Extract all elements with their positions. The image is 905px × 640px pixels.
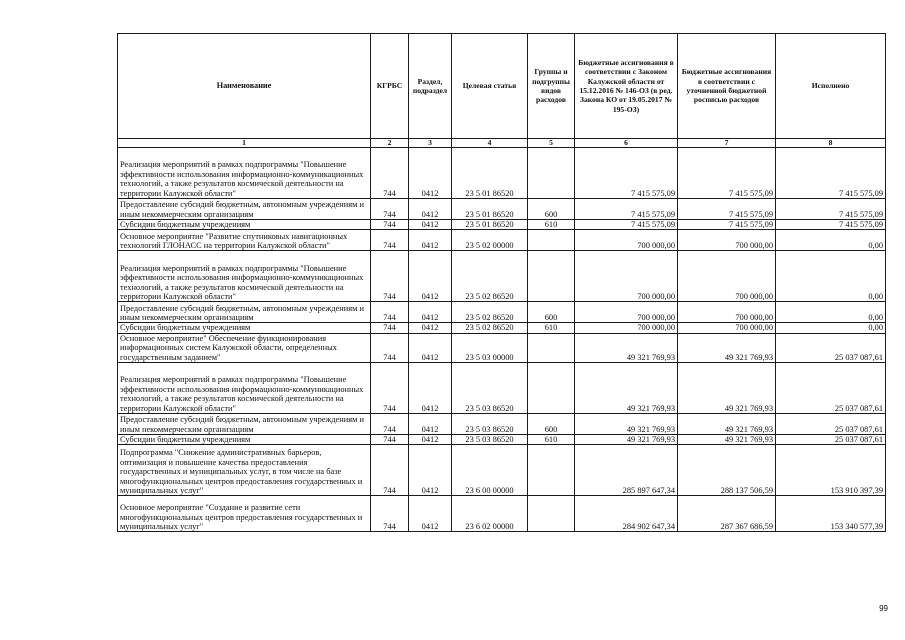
cell-executed: 0,00	[776, 323, 886, 333]
cell-name: Реализация мероприятий в рамках подпрограммы "Повышение эффективности использования информационно-коммуникационных технологий, а также результатов космической деятельности на территории Калужской области"	[118, 363, 371, 414]
table-row	[118, 435, 886, 445]
table-row	[118, 363, 886, 414]
cell-executed: 25 037 087,61	[776, 333, 886, 362]
cell-refined: 288 137 506,59	[678, 445, 776, 496]
column-number: 3	[409, 139, 452, 148]
cell-group	[528, 363, 575, 414]
column-number: 6	[575, 139, 678, 148]
cell-name: Предоставление субсидий бюджетным, автономным учреждениям и иным некоммерческим организациям	[118, 414, 371, 435]
cell-section: 0412	[409, 220, 452, 230]
cell-refined: 700 000,00	[678, 251, 776, 302]
cell-section: 0412	[409, 414, 452, 435]
cell-target: 23 5 01 86520	[452, 148, 528, 199]
cell-executed: 0,00	[776, 302, 886, 323]
cell-kgrbs: 744	[371, 302, 409, 323]
cell-name: Реализация мероприятий в рамках подпрограммы "Повышение эффективности использования информационно-коммуникационных технологий, а также результатов космической деятельности на территории Калужской области"	[118, 251, 371, 302]
cell-executed: 7 415 575,09	[776, 148, 886, 199]
header-group: Группы и подгруппы видов расходов	[528, 34, 575, 139]
header-section: Раздел, подраздел	[409, 34, 452, 139]
table-row	[118, 414, 886, 435]
cell-kgrbs: 744	[371, 414, 409, 435]
cell-law: 49 321 769,93	[575, 435, 678, 445]
table-row	[118, 445, 886, 496]
cell-section: 0412	[409, 496, 452, 532]
cell-refined: 7 415 575,09	[678, 199, 776, 220]
cell-section: 0412	[409, 199, 452, 220]
cell-law: 7 415 575,09	[575, 148, 678, 199]
cell-refined: 700 000,00	[678, 323, 776, 333]
header-row	[118, 34, 886, 139]
cell-group	[528, 251, 575, 302]
cell-kgrbs: 744	[371, 148, 409, 199]
cell-law: 49 321 769,93	[575, 333, 678, 362]
cell-group: 600	[528, 414, 575, 435]
cell-executed: 25 037 087,61	[776, 435, 886, 445]
table-body	[118, 148, 886, 532]
table-row	[118, 251, 886, 302]
header-target: Целевая статья	[452, 34, 528, 139]
cell-target: 23 5 02 86520	[452, 323, 528, 333]
cell-law: 700 000,00	[575, 302, 678, 323]
cell-section: 0412	[409, 445, 452, 496]
table-row	[118, 496, 886, 532]
page-number: 99	[879, 604, 888, 613]
column-number: 1	[118, 139, 371, 148]
cell-group: 600	[528, 302, 575, 323]
column-number: 4	[452, 139, 528, 148]
cell-group: 610	[528, 220, 575, 230]
cell-target: 23 5 03 86520	[452, 435, 528, 445]
table-row	[118, 333, 886, 362]
table-row	[118, 148, 886, 199]
cell-name: Предоставление субсидий бюджетным, автономным учреждениям и иным некоммерческим организациям	[118, 302, 371, 323]
cell-law: 284 902 647,34	[575, 496, 678, 532]
cell-group: 610	[528, 435, 575, 445]
cell-target: 23 6 02 00000	[452, 496, 528, 532]
cell-target: 23 5 02 86520	[452, 251, 528, 302]
cell-group: 600	[528, 199, 575, 220]
cell-law: 285 897 647,34	[575, 445, 678, 496]
cell-executed: 7 415 575,09	[776, 199, 886, 220]
column-number-row	[118, 139, 886, 148]
cell-name: Основное мероприятие "Развитие спутниковых навигационных технологий ГЛОНАСС на территории Калужской области"	[118, 230, 371, 251]
cell-target: 23 5 03 00000	[452, 333, 528, 362]
table-row	[118, 230, 886, 251]
cell-section: 0412	[409, 323, 452, 333]
cell-name: Субсидии бюджетным учреждениям	[118, 435, 371, 445]
cell-group	[528, 148, 575, 199]
cell-executed: 25 037 087,61	[776, 363, 886, 414]
cell-target: 23 5 01 86520	[452, 220, 528, 230]
cell-name: Подпрограмма "Снижение административных барьеров, оптимизация и повышение качества предоставления государственных и муниципальных услуг, в том числе на базе многофункциональных центров предоставления государственных и муниципальных услуг"	[118, 445, 371, 496]
cell-refined: 49 321 769,93	[678, 333, 776, 362]
cell-law: 7 415 575,09	[575, 220, 678, 230]
header-law: Бюджетные ассигнования в соответствии с Законом Калужской области от 15.12.2016 № 146-ОЗ (в ред. Закона КО от 19.05.2017 № 195-ОЗ)	[575, 34, 678, 139]
table-row	[118, 220, 886, 230]
cell-target: 23 5 01 86520	[452, 199, 528, 220]
cell-group	[528, 230, 575, 251]
cell-target: 23 5 02 86520	[452, 302, 528, 323]
column-number: 7	[678, 139, 776, 148]
cell-name: Основное мероприятие" Обеспечение функционирования информационных систем Калужской области, определенных государственным заданием"	[118, 333, 371, 362]
header-kgrbs: КГРБС	[371, 34, 409, 139]
cell-section: 0412	[409, 251, 452, 302]
cell-group: 610	[528, 323, 575, 333]
cell-section: 0412	[409, 230, 452, 251]
cell-kgrbs: 744	[371, 363, 409, 414]
cell-target: 23 5 02 00000	[452, 230, 528, 251]
cell-executed: 153 340 577,39	[776, 496, 886, 532]
cell-name: Основное мероприятие "Создание и развитие сети многофункциональных центров предоставления государственных и муниципальных услуг"	[118, 496, 371, 532]
cell-section: 0412	[409, 435, 452, 445]
cell-kgrbs: 744	[371, 199, 409, 220]
budget-table	[117, 33, 886, 532]
column-number: 8	[776, 139, 886, 148]
cell-kgrbs: 744	[371, 435, 409, 445]
cell-executed: 153 910 397,39	[776, 445, 886, 496]
column-number: 2	[371, 139, 409, 148]
cell-section: 0412	[409, 148, 452, 199]
header-refined: Бюджетные ассигнования в соответствии с уточненной бюджетной росписью расходов	[678, 34, 776, 139]
cell-name: Субсидии бюджетным учреждениям	[118, 220, 371, 230]
cell-kgrbs: 744	[371, 333, 409, 362]
cell-kgrbs: 744	[371, 496, 409, 532]
cell-executed: 7 415 575,09	[776, 220, 886, 230]
cell-law: 7 415 575,09	[575, 199, 678, 220]
cell-section: 0412	[409, 302, 452, 323]
cell-refined: 49 321 769,93	[678, 414, 776, 435]
cell-refined: 49 321 769,93	[678, 435, 776, 445]
cell-section: 0412	[409, 333, 452, 362]
cell-kgrbs: 744	[371, 220, 409, 230]
cell-kgrbs: 744	[371, 230, 409, 251]
cell-kgrbs: 744	[371, 323, 409, 333]
cell-section: 0412	[409, 363, 452, 414]
cell-name: Предоставление субсидий бюджетным, автономным учреждениям и иным некоммерческим организациям	[118, 199, 371, 220]
column-number: 5	[528, 139, 575, 148]
cell-law: 700 000,00	[575, 323, 678, 333]
cell-refined: 7 415 575,09	[678, 148, 776, 199]
cell-group	[528, 333, 575, 362]
table-row	[118, 302, 886, 323]
table-row	[118, 323, 886, 333]
cell-law: 49 321 769,93	[575, 414, 678, 435]
cell-law: 700 000,00	[575, 251, 678, 302]
cell-group	[528, 445, 575, 496]
header-name: Наименование	[118, 34, 371, 139]
cell-kgrbs: 744	[371, 445, 409, 496]
cell-refined: 700 000,00	[678, 230, 776, 251]
cell-law: 700 000,00	[575, 230, 678, 251]
cell-target: 23 5 03 86520	[452, 414, 528, 435]
cell-name: Субсидии бюджетным учреждениям	[118, 323, 371, 333]
table-row	[118, 199, 886, 220]
cell-name: Реализация мероприятий в рамках подпрограммы "Повышение эффективности использования информационно-коммуникационных технологий, а также результатов космической деятельности на территории Калужской области"	[118, 148, 371, 199]
cell-refined: 7 415 575,09	[678, 220, 776, 230]
header-executed: Исполнено	[776, 34, 886, 139]
cell-law: 49 321 769,93	[575, 363, 678, 414]
cell-executed: 0,00	[776, 251, 886, 302]
cell-executed: 0,00	[776, 230, 886, 251]
cell-refined: 49 321 769,93	[678, 363, 776, 414]
cell-group	[528, 496, 575, 532]
cell-refined: 700 000,00	[678, 302, 776, 323]
cell-kgrbs: 744	[371, 251, 409, 302]
cell-executed: 25 037 087,61	[776, 414, 886, 435]
cell-target: 23 6 00 00000	[452, 445, 528, 496]
cell-target: 23 5 03 86520	[452, 363, 528, 414]
cell-refined: 287 367 686,59	[678, 496, 776, 532]
